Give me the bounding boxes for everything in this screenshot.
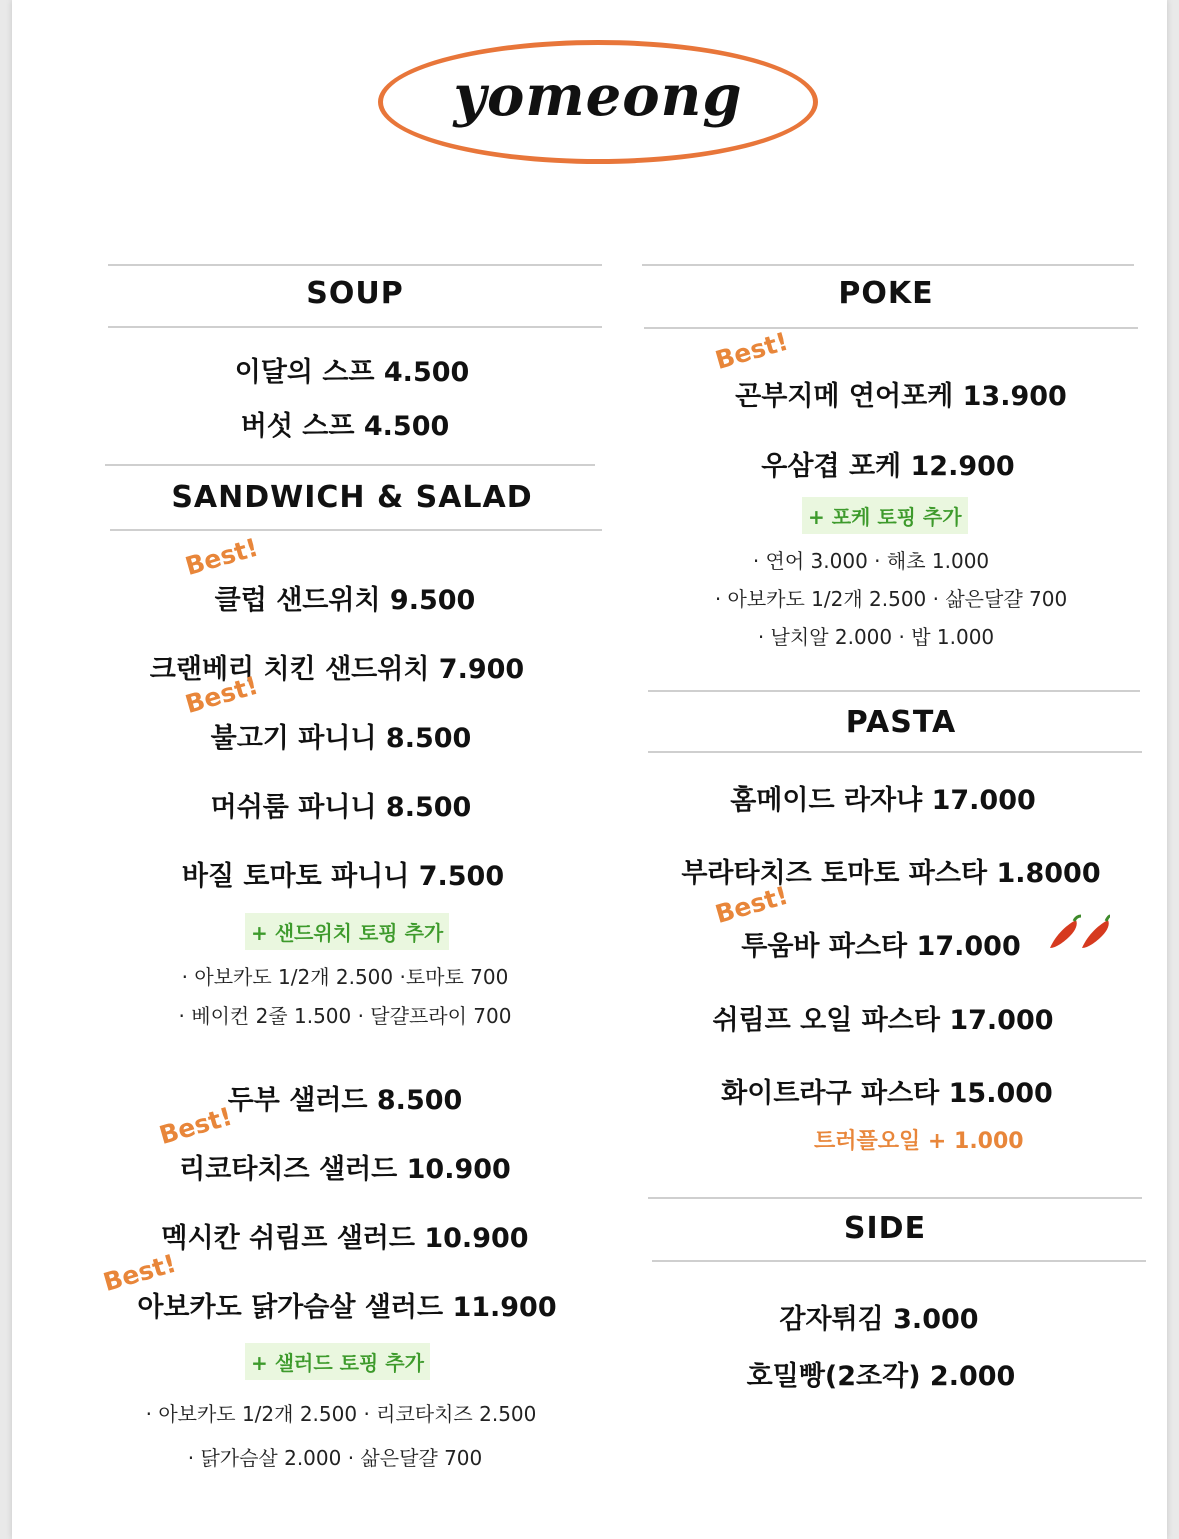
divider [105, 464, 595, 466]
divider [644, 327, 1138, 329]
menu-item: 홈메이드 라자냐 17.000 [730, 785, 1036, 816]
best-badge: Best! [712, 880, 792, 929]
best-badge: Best! [156, 1101, 236, 1150]
menu-item: 아보카도 닭가슴살 샐러드 11.900 [137, 1292, 557, 1323]
truffle-note: 트러플오일 + 1.000 [814, 1129, 1024, 1154]
menu-item: 클럽 샌드위치 9.500 [214, 585, 476, 616]
divider [648, 690, 1140, 692]
menu-item: 멕시칸 쉬림프 샐러드 10.900 [161, 1223, 529, 1254]
menu-item: 버섯 스프 4.500 [240, 411, 450, 442]
menu-item: 바질 토마토 파니니 7.500 [181, 861, 505, 892]
section-title-sandwich-salad: SANDWICH & SALAD [171, 480, 533, 515]
section-title-side: SIDE [843, 1211, 927, 1246]
menu-item: 감자튀김 3.000 [779, 1304, 979, 1335]
menu-item: 머쉬룸 파니니 8.500 [210, 792, 472, 823]
section-title-poke: POKE [838, 276, 934, 311]
menu-item: 불고기 파니니 8.500 [210, 723, 472, 754]
divider [108, 326, 602, 328]
topping-line: · 날치알 2.000 · 밥 1.000 [757, 625, 995, 649]
menu-item: 쉬림프 오일 파스타 17.000 [712, 1005, 1054, 1036]
topping-header: + 샌드위치 토핑 추가 [245, 913, 449, 950]
menu-item: 리코타치즈 샐러드 10.900 [179, 1154, 511, 1185]
right-column [642, 0, 1140, 1539]
section-title-soup: SOUP [306, 276, 404, 311]
menu-item: 우삼겹 포케 12.900 [761, 451, 1015, 482]
menu-item: 화이트라구 파스타 15.000 [721, 1078, 1053, 1109]
best-badge: Best! [712, 326, 792, 375]
divider [652, 1260, 1146, 1262]
divider [648, 1197, 1142, 1199]
topping-line: · 연어 3.000 · 해초 1.000 [752, 549, 990, 573]
topping-line: · 아보카도 1/2개 2.500 · 리코타치즈 2.500 [145, 1402, 537, 1426]
divider [642, 264, 1134, 266]
menu-page [12, 0, 1167, 1539]
topping-header: + 포케 토핑 추가 [802, 497, 968, 534]
divider [648, 751, 1142, 753]
best-badge: Best! [100, 1248, 180, 1297]
menu-item: 크랜베리 치킨 샌드위치 7.900 [149, 654, 525, 685]
topping-line: · 아보카도 1/2개 2.500 · 삶은달걀 700 [714, 587, 1068, 611]
menu-item: 투움바 파스타 17.000 [741, 931, 1021, 962]
divider [110, 529, 602, 531]
best-badge: Best! [182, 670, 262, 719]
menu-item: 두부 샐러드 8.500 [227, 1085, 463, 1116]
topping-line: · 닭가슴살 2.000 · 삶은달걀 700 [187, 1446, 483, 1470]
menu-item: 호밀빵(2조각) 2.000 [746, 1361, 1016, 1392]
brand-name: yomeong [453, 63, 743, 129]
topping-header: + 샐러드 토핑 추가 [245, 1343, 430, 1380]
topping-line: · 베이컨 2줄 1.500 · 달걀프라이 700 [178, 1004, 512, 1028]
chili-pepper-icon [1046, 914, 1110, 954]
menu-item: 부라타치즈 토마토 파스타 1.8000 [681, 858, 1101, 889]
menu-item: 이달의 스프 4.500 [234, 357, 470, 388]
left-column [100, 0, 602, 1539]
divider [108, 264, 602, 266]
topping-line: · 아보카도 1/2개 2.500 ·토마토 700 [181, 965, 509, 989]
best-badge: Best! [182, 532, 262, 581]
section-title-pasta: PASTA [845, 705, 957, 740]
menu-item: 곤부지메 연어포케 13.900 [735, 381, 1067, 412]
